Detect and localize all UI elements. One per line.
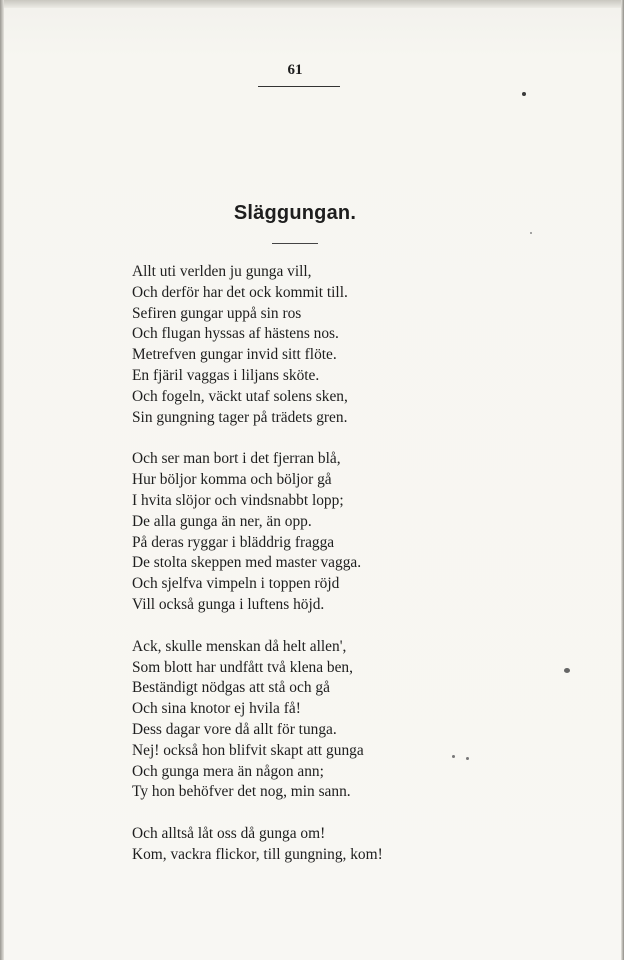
poem-line: Sefiren gungar uppå sin ros <box>132 304 302 322</box>
page-top-edge <box>0 0 624 8</box>
poem-line: Hur böljor komma och böljor gå <box>132 471 332 489</box>
poem-line: I hvita slöjor och vindsnabbt lopp; <box>132 491 344 509</box>
poem-line: Och derför har det ock kommit till. <box>132 283 348 301</box>
poem-line: Nej! också hon blifvit skapt att gunga <box>132 741 364 759</box>
poem-line: Och ser man bort i det fjerran blå, <box>132 450 341 468</box>
poem-line: Sin gungning tager på trädets gren. <box>132 408 348 426</box>
poem-line: Ty hon behöfver det nog, min sann. <box>132 783 351 801</box>
poem-line: Och sjelfva vimpeln i toppen röjd <box>132 575 340 593</box>
poem-title: Släggungan. <box>233 202 357 224</box>
poem-body <box>132 262 472 866</box>
poem-line: Metrefven gungar invid sitt flöte. <box>132 346 337 364</box>
poem-line: Ack, skulle menskan då helt allen', <box>132 637 347 655</box>
page-number: 61 <box>287 62 303 78</box>
poem-line: Och fogeln, väckt utaf solens sken, <box>132 387 348 405</box>
poem-line: Och gunga mera än någon ann; <box>132 762 324 780</box>
poem-line: Som blott har undfått två klena ben, <box>132 658 353 676</box>
stanza-1 <box>132 262 472 428</box>
page-number-rule <box>258 86 340 87</box>
ink-speck <box>452 755 455 758</box>
poem-line: Och flugan hyssas af hästens nos. <box>132 325 339 343</box>
poem-line: Och alltså låt oss då gunga om! <box>132 825 326 843</box>
title-rule <box>272 243 318 244</box>
ink-speck <box>466 757 469 760</box>
ink-speck <box>564 668 570 673</box>
poem-line: En fjäril vaggas i liljans sköte. <box>132 366 320 384</box>
poem-line: Kom, vackra flickor, till gungning, kom! <box>132 845 383 863</box>
poem-line: De alla gunga än ner, än opp. <box>132 512 312 530</box>
poem-line: Och sina knotor ej hvila få! <box>132 700 301 718</box>
ink-speck <box>522 92 526 96</box>
poem-line: Dess dagar vore då allt för tunga. <box>132 720 337 738</box>
poem-line: De stolta skeppen med master vagga. <box>132 554 362 572</box>
stanza-4 <box>132 824 472 866</box>
ink-speck <box>530 232 532 234</box>
stanza-3 <box>132 637 472 803</box>
poem-line: Beständigt nödgas att stå och gå <box>132 679 330 697</box>
poem-line: På deras ryggar i bläddrig fragga <box>132 533 335 551</box>
poem-line: Allt uti verlden ju gunga vill, <box>132 263 312 280</box>
poem-line: Vill också gunga i luftens höjd. <box>132 595 325 613</box>
stanza-2 <box>132 449 472 615</box>
page-left-edge <box>0 0 4 960</box>
